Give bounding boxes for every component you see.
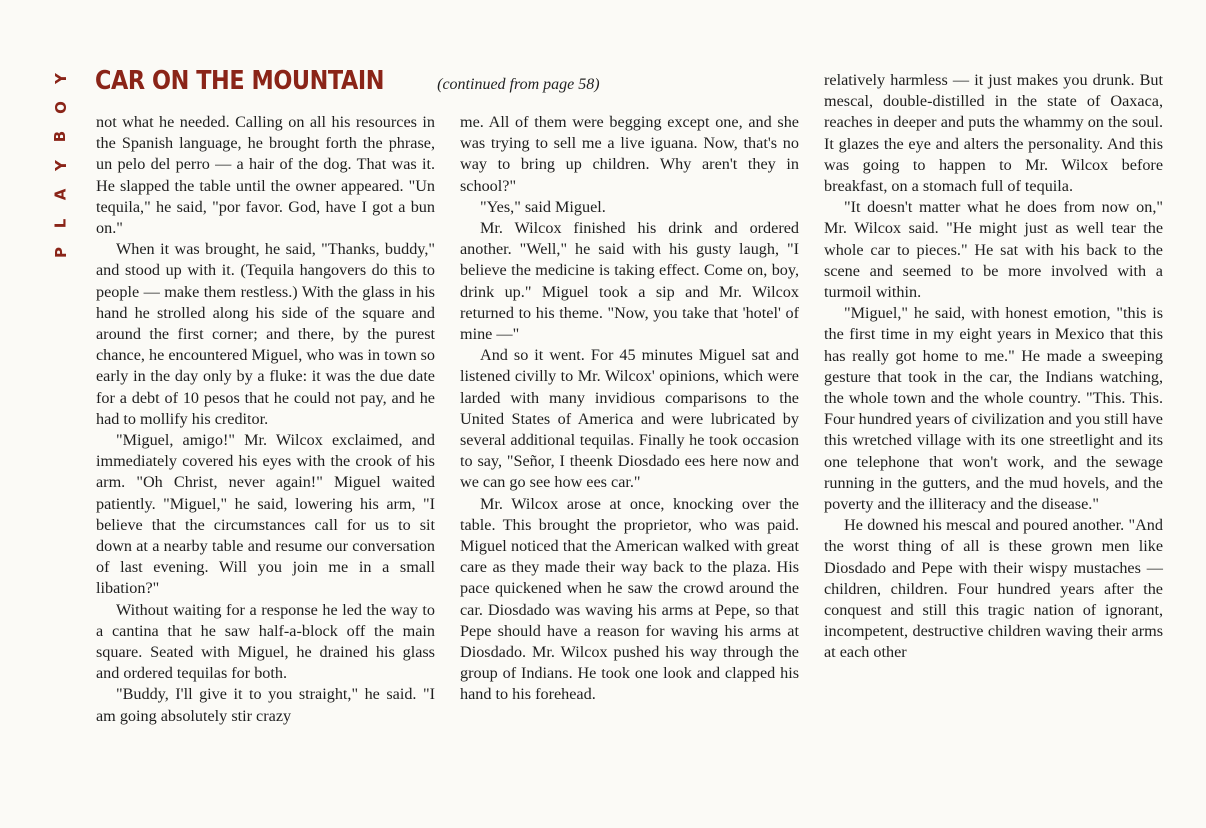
article-headline — [95, 66, 600, 106]
paragraph: "Buddy, I'll give it to you straight," he said. "I am going absolutely stir crazy — [96, 685, 435, 725]
paragraph: He downed his mescal and poured another. "And the worst thing of all is these grown men like Diosdado and Pepe with their wispy mustaches — children, children. Four hundred years after the conquest and still this tragic nation of ignorant, incompetent, destructive children waving their arms at each other — [824, 516, 1163, 662]
paragraph: Without waiting for a response he led the way to a cantina that he saw half-a-block off the main square. Seated with Miguel, he drained his glass and ordered tequilas for both. — [96, 600, 435, 683]
text-column-2 — [460, 112, 799, 706]
logo-letter: P — [51, 247, 70, 258]
paragraph: "Yes," said Miguel. — [480, 197, 606, 216]
paragraph: Mr. Wilcox finished his drink and ordered another. "Well," he said with his gusty laugh, "I believe the medicine is taking effect. Come on, boy, drink up." Miguel took a sip and Mr. Wilcox returned to his theme. "Now, you take that 'hotel' of mine —" — [460, 219, 799, 344]
logo-letter: Y — [51, 160, 70, 171]
logo-letter: L — [51, 218, 70, 229]
paragraph: Mr. Wilcox arose at once, knocking over the table. This brought the proprietor, who was paid. Miguel noticed that the American walked with great care as they made their way back to the plaza. His pace quickened when he saw the crowd around the car. Diosdado was waving his arms at Pepe, so that Pepe should have a reason for waving his arms at Diosdado. Mr. Wilcox pushed his way through the group of Indians. He took one look and clapped his hand to his forehead. — [460, 494, 799, 704]
text-column-3 — [824, 70, 1163, 664]
article-title: CAR ON THE MOUNTAIN — [95, 66, 385, 96]
continued-note: (continued from page 58) — [437, 76, 600, 93]
logo-letter: A — [51, 188, 70, 201]
paragraph: When it was brought, he said, "Thanks, buddy," and stood up with it. (Tequila hangovers do this to people — make them restless.) With the glass in his hand he strolled along his side of the square and around the first corner; and there, by the purest chance, he encountered Miguel, who was in town so early in the day only by a fluke: it was the due date for a debt of 10 pesos that he could not pay, and he had to mollify his creditor. — [96, 240, 435, 428]
paragraph: And so it went. For 45 minutes Miguel sat and listened civilly to Mr. Wilcox' opinions, which were larded with many invidious comparisons to the United States of America and were lubricated by several additional tequilas. Finally he took occasion to say, "Señor, I theenk Diosdado ees here now and we can go see how ees car." — [460, 346, 799, 492]
paragraph: "Miguel, amigo!" Mr. Wilcox exclaimed, and immediately covered his eyes with the crook of his arm. "Oh Christ, never again!" Miguel waited patiently. "Miguel," he said, lowering his arm, "I believe that the circumstances call for us to sit down at a nearby table and resume our conversation of last evening. Will you join me in a small libation?" — [96, 431, 435, 598]
logo-letter: B — [51, 130, 70, 143]
paragraph: relatively harmless — it just makes you drunk. But mescal, double-distilled in the state of Oaxaca, reaches in deeper and puts the whammy on the soul. It glazes the eye and alters the personality. And this was going to happen to Mr. Wilcox before breakfast, on a stomach full of tequila. — [824, 71, 1163, 196]
paragraph: not what he needed. Calling on all his resources in the Spanish language, he brought forth the phrase, un pelo del perro — a hair of the dog. That was it. He slapped the table until the owner appeared. "Un tequila," he said, "por favor. God, have I got a bun on." — [96, 113, 435, 238]
text-column-1 — [96, 112, 435, 727]
playboy-vertical-logo — [50, 64, 72, 267]
paragraph: "It doesn't matter what he does from now on," Mr. Wilcox said. "He might just as well tear the whole car to pieces." He sat with his back to the scene and seemed to be more involved with a turmoil within. — [824, 198, 1163, 302]
paragraph: "Miguel," he said, with honest emotion, "this is the first time in my eight years in Mexico that this has really got home to me." He made a sweeping gesture that took in the car, the Indians watching, the whole town and the whole country. "This. This. Four hundred years of civilization and you still have this wretched village with its one streetlight and its one telephone that won't work, and the sewage running in the gutters, and the mud hovels, and the poverty and the illiteracy and the disease." — [824, 304, 1163, 514]
logo-letter: Y — [51, 73, 70, 84]
paragraph: me. All of them were begging except one, and she was trying to sell me a live iguana. Now, that's no way to bring up children. Why aren't they in school?" — [460, 113, 799, 195]
logo-letter: O — [51, 101, 70, 114]
